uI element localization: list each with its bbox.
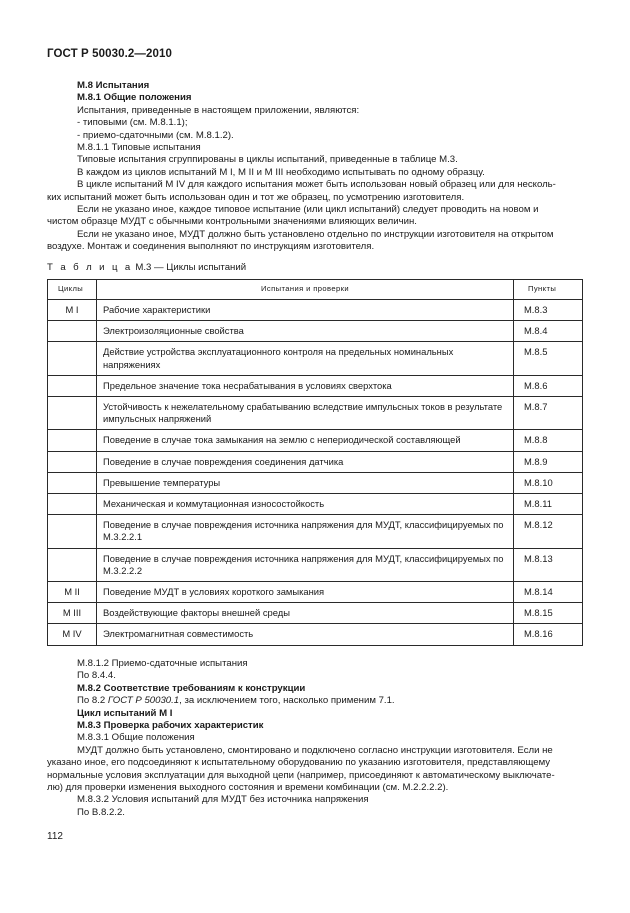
section-title-m832: М.8.3.2 Условия испытаний для МУДТ без источника напряжения (77, 794, 369, 806)
section-title-m8: М.8 Испытания (77, 80, 150, 91)
test-cell: Поведение в случае тока замыкания на землю с непериодической составляющей (97, 430, 514, 451)
cycle-cell: М III (48, 603, 97, 624)
clause-cell: М.8.11 (514, 494, 583, 515)
paragraph-line (47, 695, 582, 707)
cycle-cell (48, 548, 97, 581)
paragraph-line: Если не указано иное, каждое типовое испытание (или цикл испытаний) следует проводить на новом и (77, 204, 539, 216)
paragraph-line: В цикле испытаний М IV для каждого испытания может быть использован новый образец или для несколь- (77, 179, 556, 191)
table-row (48, 397, 583, 430)
test-cycles-table (47, 279, 583, 646)
clause-cell: М.8.7 (514, 397, 583, 430)
column-header-clauses: Пункты (514, 280, 583, 300)
column-header-tests: Испытания и проверки (97, 280, 514, 300)
cycle-title: Цикл испытаний М I (77, 707, 173, 719)
table-caption (47, 262, 246, 273)
intro-line: Типовые испытания сгруппированы в циклы испытаний, приведенные в таблице М.3. (77, 154, 458, 166)
test-cell: Устойчивость к нежелательному срабатыванию вследствие импульсных токов в результате импульсных напряжений (97, 397, 514, 430)
table-row (48, 342, 583, 375)
paragraph-line: чистом образце МУДТ с обычными контрольными значениями влияющих величин. (47, 216, 417, 228)
intro-line: - приемо-сдаточными (см. М.8.1.2). (77, 129, 234, 141)
test-cell: Рабочие характеристики (97, 300, 514, 321)
intro-line: Испытания, приведенные в настоящем приложении, являются: (77, 104, 360, 116)
clause-cell: М.8.3 (514, 300, 583, 321)
cycle-cell (48, 397, 97, 430)
cycle-cell: М I (48, 300, 97, 321)
test-cell: Электроизоляционные свойства (97, 321, 514, 342)
test-cell: Механическая и коммутационная износостойкость (97, 494, 514, 515)
table-row (48, 548, 583, 581)
intro-line: М.8.1.1 Типовые испытания (77, 142, 201, 154)
clause-cell: М.8.13 (514, 548, 583, 581)
paragraph-line: лю) для проверки изменения выходного состояния и времени комбинации (см. М.2.2.2.2). (47, 782, 449, 794)
table-row (48, 321, 583, 342)
column-header-cycles: Циклы (48, 280, 97, 300)
test-cell: Действие устройства эксплуатационного контроля на предельных номинальных напряжениях (97, 342, 514, 375)
text-run: По 8.2 (77, 695, 108, 707)
standard-reference: ГОСТ Р 50030.1 (107, 695, 180, 707)
paragraph-line: воздухе. Монтаж и соединения выполняют по инструкциям изготовителя. (47, 241, 375, 253)
table-row (48, 300, 583, 321)
paragraph-line: указано иное, его подсоединяют к испытательному оборудованию по указанию изготовителя, представляющему (47, 757, 551, 769)
table-row (48, 451, 583, 472)
document-header: ГОСТ Р 50030.2—2010 (47, 48, 172, 60)
table-row (48, 472, 583, 493)
cycle-cell (48, 515, 97, 548)
intro-section (47, 80, 582, 254)
cycle-cell (48, 375, 97, 396)
clause-cell: М.8.8 (514, 430, 583, 451)
test-cell: Воздействующие факторы внешней среды (97, 603, 514, 624)
clause-cell: М.8.4 (514, 321, 583, 342)
test-cell: Поведение в случае повреждения источника напряжения для МУДТ, классифицируемых по М.3.2.2.1 (97, 515, 514, 548)
paragraph-line: ких испытаний может быть использован один и тот же образец, по усмотрению изготовителя. (47, 191, 465, 203)
paragraph-line: По 8.4.4. (77, 670, 116, 682)
test-cell: Поведение в случае повреждения соединения датчика (97, 451, 514, 472)
table-row (48, 375, 583, 396)
cycle-cell (48, 430, 97, 451)
clause-cell: М.8.5 (514, 342, 583, 375)
cycle-cell (48, 451, 97, 472)
table-row (48, 603, 583, 624)
table-row (48, 582, 583, 603)
cycle-cell (48, 494, 97, 515)
table-header-row (48, 280, 583, 300)
cycle-cell (48, 321, 97, 342)
clause-cell: М.8.9 (514, 451, 583, 472)
section-title-m831: М.8.3.1 Общие положения (77, 732, 195, 744)
cycle-cell: М II (48, 582, 97, 603)
test-cell: Электромагнитная совместимость (97, 624, 514, 645)
clause-cell: М.8.10 (514, 472, 583, 493)
intro-line: В каждом из циклов испытаний М I, М II и М III необходимо испытывать по одному образцу. (77, 166, 485, 178)
cycle-cell (48, 342, 97, 375)
table-row (48, 515, 583, 548)
table-row (48, 494, 583, 515)
after-section (47, 658, 582, 819)
table-row (48, 624, 583, 645)
page-number: 112 (47, 831, 63, 842)
clause-cell: М.8.14 (514, 582, 583, 603)
test-cell: Поведение в случае повреждения источника напряжения для МУДТ, классифицируемых по М.3.2.2.2 (97, 548, 514, 581)
table-caption-prefix: Т а б л и ц а (47, 262, 133, 273)
paragraph-line: МУДТ должно быть установлено, смонтировано и подключено согласно инструкции изготовителя. Если не (77, 744, 553, 756)
clause-cell: М.8.16 (514, 624, 583, 645)
clause-cell: М.8.12 (514, 515, 583, 548)
table-caption-text: М.3 — Циклы испытаний (132, 262, 247, 273)
table-row (48, 430, 583, 451)
cycle-cell (48, 472, 97, 493)
clause-cell: М.8.15 (514, 603, 583, 624)
test-cell: Поведение МУДТ в условиях короткого замыкания (97, 582, 514, 603)
section-title-m812: М.8.1.2 Приемо-сдаточные испытания (77, 658, 248, 669)
paragraph-line: нормальные условия эксплуатации для выходной цепи (например, присоединяют к автоматическому выключате- (47, 769, 555, 781)
test-cell: Превышение температуры (97, 472, 514, 493)
section-title-m82: М.8.2 Соответствие требованиям к конструкции (77, 682, 306, 694)
section-title-m83: М.8.3 Проверка рабочих характеристик (77, 720, 264, 732)
paragraph-line: Если не указано иное, МУДТ должно быть установлено отдельно по инструкции изготовителя на открытом (77, 228, 554, 240)
intro-line: - типовыми (см. М.8.1.1); (77, 117, 188, 129)
paragraph-line: По В.8.2.2. (77, 806, 125, 818)
text-run: , за исключением того, насколько применим 7.1. (179, 695, 395, 707)
table-body (48, 300, 583, 646)
section-title-m81: М.8.1 Общие положения (77, 92, 192, 104)
clause-cell: М.8.6 (514, 375, 583, 396)
cycle-cell: М IV (48, 624, 97, 645)
test-cell: Предельное значение тока несрабатывания в условиях сверхтока (97, 375, 514, 396)
